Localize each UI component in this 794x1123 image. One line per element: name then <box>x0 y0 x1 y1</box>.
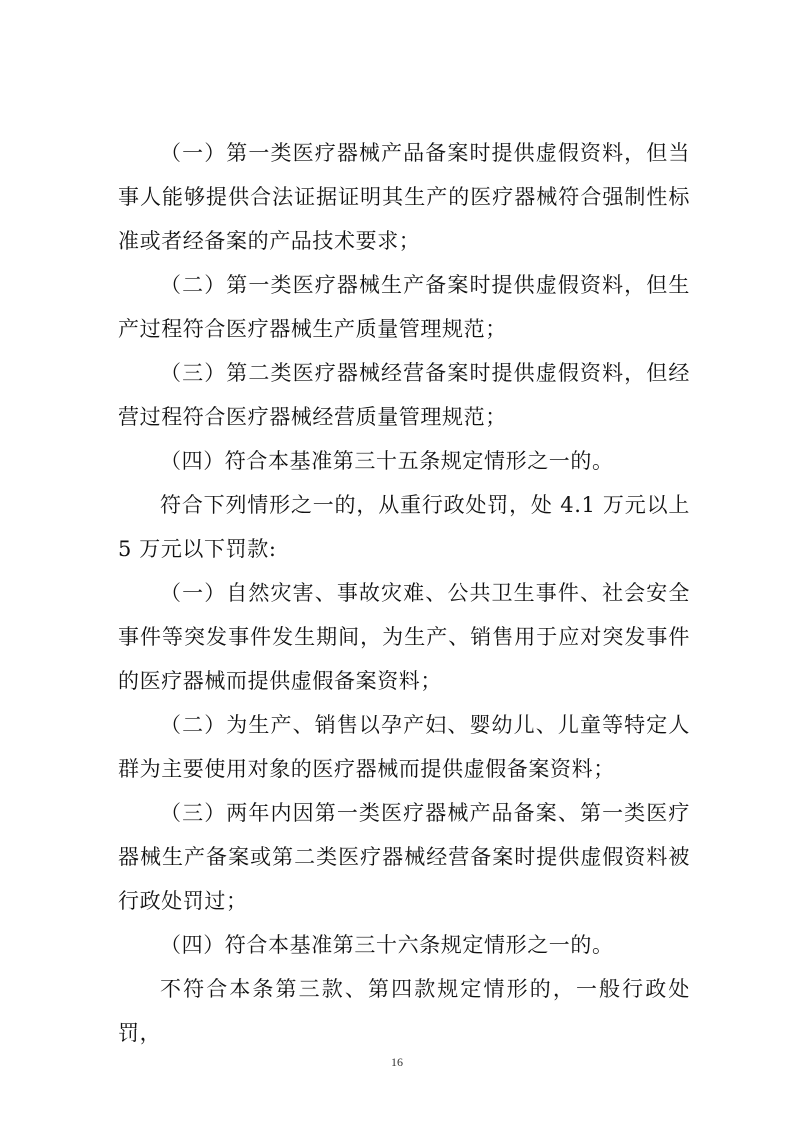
paragraph-10: 不符合本条第三款、第四款规定情形的，一般行政处罚， <box>118 977 690 1045</box>
paragraph-1: （一）第一类医疗器械产品备案时提供虚假资料，但当事人能够提供合法证据证明其生产的医疗器械符合强制性标准或者经备案的产品技术要求； <box>118 141 690 253</box>
paragraph-7: （二）为生产、销售以孕产妇、婴幼儿、儿童等特定人群为主要使用对象的医疗器械而提供虚假备案资料； <box>118 713 690 781</box>
document-body <box>118 131 690 1055</box>
paragraph-5: 符合下列情形之一的，从重行政处罚，处 4.1 万元以上 5 万元以下罚款: <box>118 493 690 561</box>
paragraph-3: （三）第二类医疗器械经营备案时提供虚假资料，但经营过程符合医疗器械经营质量管理规范； <box>118 361 690 429</box>
paragraph-4: （四）符合本基准第三十五条规定情形之一的。 <box>160 449 614 473</box>
paragraph-9: （四）符合本基准第三十六条规定情形之一的。 <box>160 933 614 957</box>
paragraph-2: （二）第一类医疗器械生产备案时提供虚假资料，但生产过程符合医疗器械生产质量管理规范； <box>118 273 690 341</box>
paragraph-8: （三）两年内因第一类医疗器械产品备案、第一类医疗器械生产备案或第二类医疗器械经营备案时提供虚假资料被行政处罚过； <box>118 801 690 913</box>
page-number: 16 <box>391 1055 403 1069</box>
paragraph-6: （一）自然灾害、事故灾难、公共卫生事件、社会安全事件等突发事件发生期间，为生产、销售用于应对突发事件的医疗器械而提供虚假备案资料； <box>118 581 690 693</box>
